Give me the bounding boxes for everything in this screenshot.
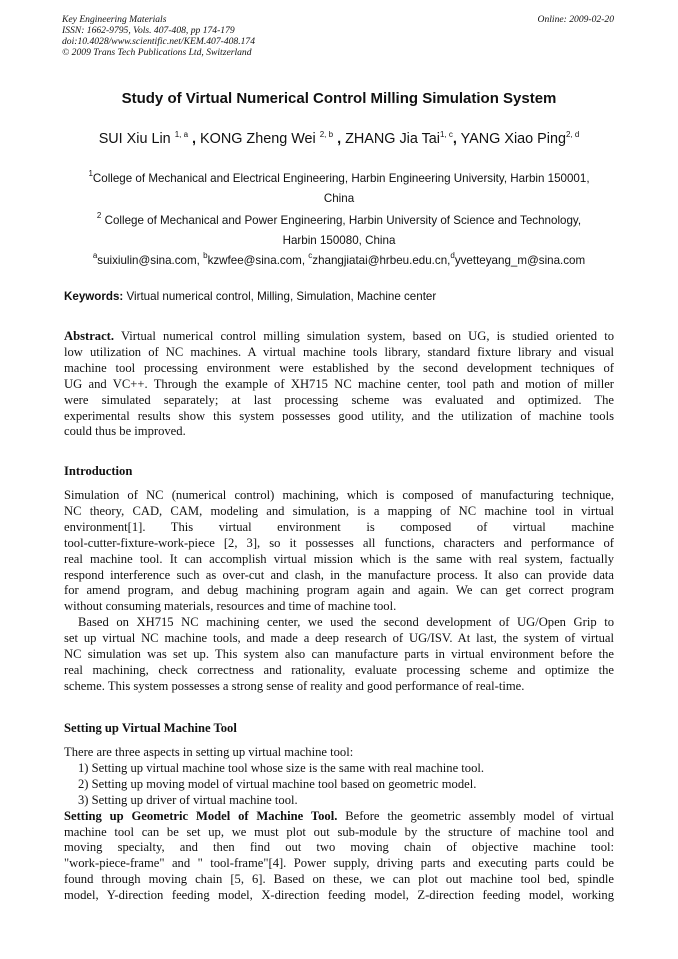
author-separator: , [452,131,457,147]
author-name: ZHANG Jia Tai [345,131,440,147]
affiliation-marker: 2 [96,211,102,220]
introduction-heading: Introduction [64,464,133,478]
affiliation-text: Harbin 150080, China [282,234,396,247]
body-line: scheme. This system possesses a strong sense of reality and good performance of real-time. [64,678,525,693]
affiliation-marker: 1 [88,169,93,178]
abstract-text: Virtual numerical control milling simulation system, based on UG, is studied oriented to [114,329,614,343]
copyright-line: © 2009 Trans Tech Publications Ltd, Switzerland [62,47,252,58]
abstract-line: experimental results show this system possesses good utility, and the utilization of machine tools [64,408,614,423]
abstract-line: were simulated separately; at last processing scheme was evaluated and optimized. The [64,392,614,407]
keywords-label: Keywords: [64,290,124,303]
affiliation [64,164,614,209]
subsection-label: Setting up Geometric Model of Machine Tool. [64,808,338,823]
body-line: environment[1]. This virtual environment is composed of virtual machine [64,519,614,534]
email-marker: c [308,251,313,260]
body-line: NC theory, CAD, CAM, modeling and simulation, is a mapping of NC machine tool in virtual [64,503,614,518]
body-line [64,809,614,825]
body-line: respond interference such as over-cut and clash, in the manufacture process. It also can provide data [64,567,614,582]
body-line: tool-cutter-fixture-work-piece [2, 3], so it possesses all functions, characters and performance of [64,535,614,550]
issn-line: ISSN: 1662-9795, Vols. 407-408, pp 174-179 [62,25,235,36]
email-marker: a [92,251,98,260]
body-line: NC simulation was set up. This system also can manufacture parts in virtual environment before the [64,647,614,662]
body-line: without consuming materials, resources and time of machine tool. [64,599,397,614]
author-marker: 2, b [319,130,334,139]
body-line: real machining, check correctness and rationality, evaluate processing scheme and optimize the [64,662,614,677]
journal-name: Key Engineering Materials [62,14,167,25]
email-address: suixiulin@sina.com, [97,254,204,267]
author-marker: 1, a [174,130,189,139]
body-line: found through moving chain [5, 6]. Based on these, we can plot out machine tool bed, spindle [64,872,614,887]
body-text: Before the geometric assembly model of virtual [337,808,614,823]
list-item: 1) Setting up virtual machine tool whose size is the same with real machine tool. [78,760,485,775]
body-line: moving specialty, and then find out two moving chain of objective machine tool: [64,840,614,855]
author-list [0,130,678,147]
email-address: yvetteyang_m@sina.com [454,254,586,267]
author-marker: 1, c [439,130,453,139]
body-line: machine tool can be set up, we must plot out sub-module by the structure of machine tool and [64,824,614,839]
introduction-body [64,488,614,695]
author-name: YANG Xiao Ping [460,131,566,147]
author-marker: 2, d [565,130,580,139]
abstract [64,329,614,440]
abstract-line: could thus be improved. [64,424,186,439]
body-line: There are three aspects in setting up virtual machine tool: [64,745,354,759]
body-line: "work-piece-frame" and " tool-frame"[4]. Power supply, driving parts and executing parts could be [64,856,614,871]
abstract-label: Abstract. [64,329,115,343]
keywords-line [64,290,616,303]
body-line: real machine tool. It can accomplish virtual mission which is the same with real system, factually [64,551,614,566]
email-marker: b [203,251,208,260]
email-marker: d [450,251,455,260]
author-separator: , [333,131,342,147]
affiliation [64,206,614,251]
affiliation-text: College of Mechanical and Power Engineering, Harbin University of Science and Technology, [101,214,582,227]
abstract-line: UG and VC++. Through the example of XH715 NC machine center, tool path and motion of miller [64,376,614,391]
abstract-line: machine tool processing environment were established by the second development techniques of [64,360,614,375]
journal-header [62,14,255,58]
doi-line: doi:10.4028/www.scientific.net/KEM.407-408.174 [62,36,256,47]
email-address: zhangjiatai@hrbeu.edu.cn, [312,254,451,267]
email-list [0,251,678,267]
keywords-text: Virtual numerical control, Milling, Simulation, Machine center [123,290,437,303]
author-name: SUI Xiu Lin [98,131,171,147]
paper-title: Study of Virtual Numerical Control Milling Simulation System [121,90,557,107]
setup-heading: Setting up Virtual Machine Tool [64,721,237,735]
affiliation-text: College of Mechanical and Electrical Engineering, Harbin Engineering University, Harbin 150001, [92,172,590,185]
body-line: for amend program, and debug machining program again and again. We can get correct program [64,583,614,598]
abstract-line: low utilization of NC machines. A virtual machine tools library, standard fixture library and visual [64,344,614,359]
author-separator: , [188,131,197,147]
list-item: 2) Setting up moving model of virtual machine tool based on geometric model. [78,776,477,791]
body-line: Simulation of NC (numerical control) machining, which is composed of manufacturing technique, [64,488,614,502]
body-line: Based on XH715 NC machining center, we used the second development of UG/Open Grip to [78,615,614,630]
affiliation-text: China [323,192,355,205]
online-date: Online: 2009-02-20 [537,14,614,25]
body-line: set up virtual NC machine tools, and made a deep research of UG/ISV. At last, the system of virtual [64,631,614,646]
setup-body [64,745,614,904]
author-name: KONG Zheng Wei [200,131,316,147]
abstract-line [64,329,614,345]
email-address: kzwfee@sina.com, [207,254,309,267]
list-item: 3) Setting up driver of virtual machine tool. [78,792,298,807]
body-line: model, Y-direction feeding model, X-direction feeding model, Z-direction feeding model, working [64,888,614,903]
